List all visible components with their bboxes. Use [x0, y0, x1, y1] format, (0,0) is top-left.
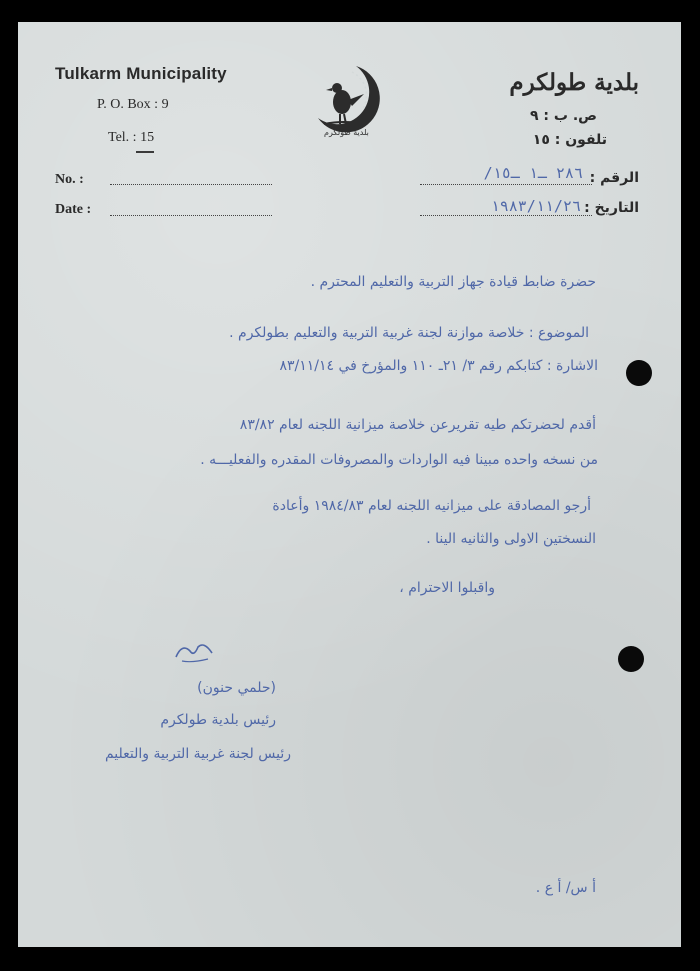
municipality-logo [304, 60, 384, 144]
subject-line: الموضوع : خلاصة موازنة لجنة غربية التربية والتعليم بطولكرم . [229, 325, 589, 341]
signatory-title1: رئيس بلدية طولكرم [160, 712, 276, 728]
punch-hole-bottom [618, 646, 644, 672]
date-field-line-ar [420, 215, 592, 216]
date-label-ar: التاريخ : [584, 200, 639, 216]
reference-line: الاشارة : كتابكم رقم ٣/ ٢١ـ ١١٠ والمؤرخ في ٨٣/١١/١٤ [279, 358, 598, 374]
paragraph1-line1: أقدم لحضرتكم طيه تقريرعن خلاصة ميزانية اللجنه لعام ٨٣/٨٢ [239, 417, 596, 433]
no-label-en: No. : [55, 172, 84, 187]
letterhead-ar-tel: تلفون : ١٥ [532, 132, 607, 148]
closing-line: واقبلوا الاحترام ، [399, 580, 495, 596]
letterhead-en-name: Tulkarm Municipality [55, 64, 227, 83]
addressee-line: حضرة ضابط قيادة جهاز التربية والتعليم المحترم . [310, 274, 596, 290]
signature-scribble [168, 637, 218, 667]
no-field-line-en [110, 184, 272, 185]
initials-line: أ س/ أ ع . [535, 880, 596, 896]
signatory-title2: رئيس لجنة غربية التربية والتعليم [104, 746, 291, 762]
letterhead-en-pobox: P. O. Box : 9 [97, 97, 169, 112]
no-label-ar: الرقم : [589, 170, 639, 186]
signatory-name: (حلمي حنون) [197, 680, 276, 696]
paragraph2-line1: أرجو المصادقة على ميزانيه اللجنه لعام ١٩٨٤/٨٣ وأعادة [272, 498, 591, 514]
paragraph1-line2: من نسخه واحده مبينا فيه الواردات والمصروفات المقدره والفعليـــه . [200, 452, 598, 468]
letterhead-ar-name: بلدية طولكرم [509, 69, 639, 96]
date-field-line-en [110, 215, 272, 216]
no-field-line-ar [420, 184, 592, 185]
punch-hole-top [626, 360, 652, 386]
date-label-en: Date : [55, 202, 92, 217]
letter-paper [18, 22, 681, 947]
signature-icon [168, 637, 218, 667]
reference-number: ٢٨٦ ـ١ ـ١٥/ [483, 164, 583, 182]
tel-underline [136, 151, 154, 153]
paragraph2-line2: النسختين الاولى والثانيه الينا . [426, 531, 596, 547]
logo-caption: بلدية طولكرم [324, 128, 369, 137]
letterhead-ar-pobox: ص. ب : ٩ [530, 108, 597, 124]
date-value: ١٩٨٣/١١/٢٦ [490, 197, 581, 215]
letterhead-en-tel: Tel. : 15 [108, 130, 155, 145]
